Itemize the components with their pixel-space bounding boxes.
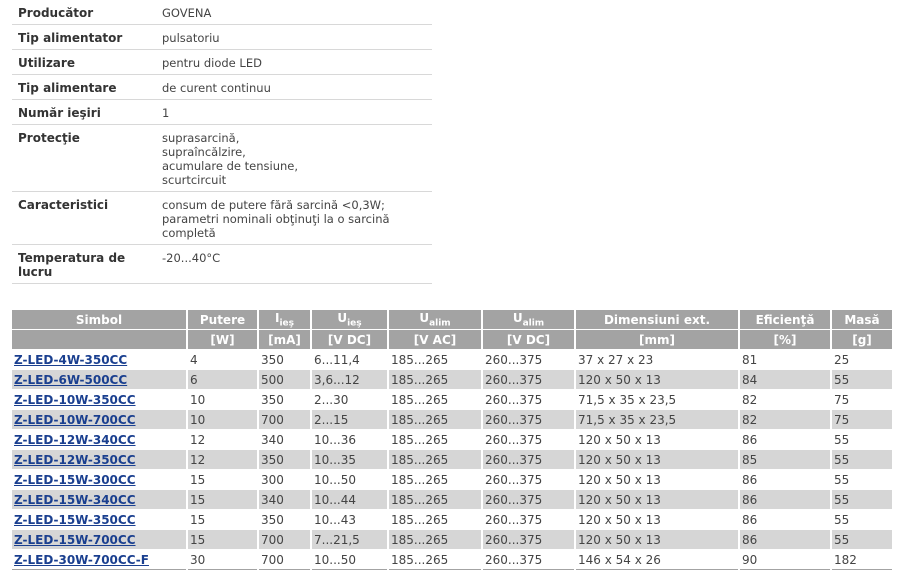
spec-label: Protecţie (12, 125, 156, 192)
cell-dimensions: 120 x 50 x 13 (575, 470, 739, 490)
cell-symbol (12, 490, 187, 510)
cell-supply-voltage-ac: 185...265 (388, 430, 482, 450)
cell-efficiency: 81 (739, 350, 831, 370)
cell-output-current: 350 (258, 450, 311, 470)
cell-supply-voltage-ac: 185...265 (388, 410, 482, 430)
cell-efficiency: 86 (739, 510, 831, 530)
cell-efficiency: 86 (739, 430, 831, 450)
spec-value-line: -20...40°C (162, 251, 221, 265)
cell-dimensions: 120 x 50 x 13 (575, 450, 739, 470)
cell-supply-voltage-ac: 185...265 (388, 510, 482, 530)
spec-row (12, 0, 432, 25)
column-header-label: I (274, 310, 280, 325)
column-unit-power: [W] (187, 330, 258, 350)
product-link[interactable]: Z-LED-30W-700CC-F (14, 552, 149, 567)
column-header-subscript: alim (522, 318, 545, 329)
spec-value (156, 125, 432, 192)
spec-value-line: GOVENA (162, 6, 212, 20)
cell-output-voltage: 10...44 (311, 490, 388, 510)
spec-label: Caracteristici (12, 192, 156, 245)
cell-output-current: 700 (258, 410, 311, 430)
cell-dimensions: 120 x 50 x 13 (575, 490, 739, 510)
product-link[interactable]: Z-LED-6W-500CC (14, 372, 128, 387)
spec-value-line: pulsatoriu (162, 31, 220, 45)
spec-value-line: parametri nominali obţinuţi la o sarcină completă (162, 212, 390, 240)
table-row (12, 450, 892, 470)
cell-dimensions: 71,5 x 35 x 23,5 (575, 410, 739, 430)
product-link[interactable]: Z-LED-15W-340CC (14, 492, 136, 507)
cell-mass: 25 (831, 350, 892, 370)
product-link[interactable]: Z-LED-12W-350CC (14, 452, 136, 467)
cell-symbol (12, 510, 187, 530)
column-unit-mass: [g] (831, 330, 892, 350)
cell-mass: 55 (831, 530, 892, 550)
spec-value-line: supraîncălzire, (162, 145, 246, 159)
product-table (12, 310, 892, 570)
cell-supply-voltage-dc: 260...375 (482, 450, 575, 470)
cell-efficiency: 86 (739, 470, 831, 490)
product-link[interactable]: Z-LED-15W-350CC (14, 512, 136, 527)
cell-efficiency: 82 (739, 410, 831, 430)
column-header-output-voltage (311, 310, 388, 330)
cell-supply-voltage-ac: 185...265 (388, 350, 482, 370)
cell-supply-voltage-dc: 260...375 (482, 390, 575, 410)
column-header-label: Putere (199, 312, 246, 327)
column-header-supply-voltage-ac (388, 310, 482, 330)
table-row (12, 370, 892, 390)
cell-output-voltage: 2...15 (311, 410, 388, 430)
spec-row (12, 25, 432, 50)
spec-row (12, 192, 432, 245)
spec-label: Producător (12, 0, 156, 25)
spec-label: Număr ieşiri (12, 100, 156, 125)
cell-power: 4 (187, 350, 258, 370)
cell-supply-voltage-dc: 260...375 (482, 530, 575, 550)
cell-output-current: 340 (258, 490, 311, 510)
cell-dimensions: 146 x 54 x 26 (575, 550, 739, 570)
table-row (12, 510, 892, 530)
product-link[interactable]: Z-LED-10W-350CC (14, 392, 136, 407)
cell-power: 10 (187, 410, 258, 430)
table-row (12, 390, 892, 410)
cell-output-voltage: 10...50 (311, 550, 388, 570)
cell-dimensions: 120 x 50 x 13 (575, 510, 739, 530)
cell-symbol (12, 450, 187, 470)
cell-supply-voltage-dc: 260...375 (482, 490, 575, 510)
cell-symbol (12, 350, 187, 370)
column-header-label: U (512, 310, 523, 325)
cell-symbol (12, 410, 187, 430)
cell-power: 15 (187, 510, 258, 530)
product-link[interactable]: Z-LED-15W-700CC (14, 532, 136, 547)
cell-power: 10 (187, 390, 258, 410)
spec-value-line: acumulare de tensiune, (162, 159, 298, 173)
table-row (12, 490, 892, 510)
table-row (12, 530, 892, 550)
cell-symbol (12, 430, 187, 450)
column-header-power (187, 310, 258, 330)
cell-power: 12 (187, 430, 258, 450)
cell-output-current: 340 (258, 430, 311, 450)
cell-supply-voltage-dc: 260...375 (482, 430, 575, 450)
spec-label: Tip alimentator (12, 25, 156, 50)
cell-output-voltage: 10...35 (311, 450, 388, 470)
cell-symbol (12, 390, 187, 410)
cell-efficiency: 90 (739, 550, 831, 570)
column-header-label: Masă (844, 312, 880, 327)
spec-value (156, 192, 432, 245)
cell-dimensions: 37 x 27 x 23 (575, 350, 739, 370)
cell-power: 6 (187, 370, 258, 390)
header-row (12, 310, 892, 330)
column-unit-symbol (12, 330, 187, 350)
cell-output-voltage: 7...21,5 (311, 530, 388, 550)
column-header-symbol (12, 310, 187, 330)
spec-value-line: scurtcircuit (162, 173, 227, 187)
table-row (12, 550, 892, 570)
cell-mass: 75 (831, 410, 892, 430)
product-link[interactable]: Z-LED-4W-350CC (14, 352, 128, 367)
spec-row (12, 245, 432, 284)
cell-output-current: 350 (258, 350, 311, 370)
cell-mass: 182 (831, 550, 892, 570)
product-link[interactable]: Z-LED-10W-700CC (14, 412, 136, 427)
cell-supply-voltage-dc: 260...375 (482, 510, 575, 530)
specifications-body (12, 0, 432, 284)
cell-mass: 55 (831, 450, 892, 470)
product-link[interactable]: Z-LED-12W-340CC (14, 432, 136, 447)
spec-value-line: pentru diode LED (162, 56, 262, 70)
spec-value (156, 25, 432, 50)
spec-value (156, 0, 432, 25)
spec-row (12, 50, 432, 75)
cell-dimensions: 120 x 50 x 13 (575, 530, 739, 550)
column-header-subscript: ieş (279, 318, 294, 329)
column-header-label: Dimensiuni ext. (603, 312, 711, 327)
cell-output-voltage: 3,6...12 (311, 370, 388, 390)
product-table-body (12, 350, 892, 570)
spec-value-line: 1 (162, 106, 170, 120)
spec-value-line: de curent continuu (162, 81, 271, 95)
table-row (12, 410, 892, 430)
cell-dimensions: 120 x 50 x 13 (575, 370, 739, 390)
spec-label: Utilizare (12, 50, 156, 75)
column-unit-supply-voltage-ac: [V AC] (388, 330, 482, 350)
column-unit-supply-voltage-dc: [V DC] (482, 330, 575, 350)
cell-mass: 55 (831, 470, 892, 490)
cell-output-voltage: 2...30 (311, 390, 388, 410)
cell-efficiency: 85 (739, 450, 831, 470)
cell-power: 15 (187, 530, 258, 550)
spec-value-line: consum de putere fără sarcină <0,3W; (162, 198, 385, 212)
cell-symbol (12, 530, 187, 550)
cell-symbol (12, 550, 187, 570)
spec-label: Temperatura de lucru (12, 245, 156, 284)
cell-supply-voltage-dc: 260...375 (482, 350, 575, 370)
spec-value (156, 245, 432, 284)
cell-power: 15 (187, 490, 258, 510)
cell-mass: 55 (831, 490, 892, 510)
column-header-output-current (258, 310, 311, 330)
cell-output-current: 350 (258, 390, 311, 410)
cell-supply-voltage-ac: 185...265 (388, 550, 482, 570)
cell-efficiency: 86 (739, 530, 831, 550)
cell-power: 12 (187, 450, 258, 470)
cell-supply-voltage-dc: 260...375 (482, 550, 575, 570)
specifications-table (12, 0, 432, 284)
cell-supply-voltage-dc: 260...375 (482, 470, 575, 490)
cell-symbol (12, 370, 187, 390)
cell-supply-voltage-dc: 260...375 (482, 410, 575, 430)
spec-row (12, 75, 432, 100)
cell-power: 30 (187, 550, 258, 570)
cell-output-voltage: 10...36 (311, 430, 388, 450)
column-header-label: Simbol (75, 312, 123, 327)
table-row (12, 430, 892, 450)
column-header-subscript: ieş (347, 318, 362, 329)
cell-output-current: 350 (258, 510, 311, 530)
spec-value (156, 100, 432, 125)
cell-efficiency: 84 (739, 370, 831, 390)
cell-supply-voltage-ac: 185...265 (388, 490, 482, 510)
cell-output-current: 700 (258, 530, 311, 550)
cell-output-voltage: 6...11,4 (311, 350, 388, 370)
spec-value (156, 75, 432, 100)
column-header-dimensions (575, 310, 739, 330)
cell-dimensions: 71,5 x 35 x 23,5 (575, 390, 739, 410)
column-header-label: U (337, 310, 348, 325)
column-unit-efficiency: [%] (739, 330, 831, 350)
cell-power: 15 (187, 470, 258, 490)
cell-output-current: 500 (258, 370, 311, 390)
cell-output-voltage: 10...50 (311, 470, 388, 490)
column-unit-output-voltage: [V DC] (311, 330, 388, 350)
column-unit-dimensions: [mm] (575, 330, 739, 350)
cell-output-current: 700 (258, 550, 311, 570)
cell-efficiency: 82 (739, 390, 831, 410)
cell-dimensions: 120 x 50 x 13 (575, 430, 739, 450)
column-header-mass (831, 310, 892, 330)
spec-row (12, 100, 432, 125)
spec-row (12, 125, 432, 192)
column-header-supply-voltage-dc (482, 310, 575, 330)
column-header-efficiency (739, 310, 831, 330)
cell-mass: 55 (831, 430, 892, 450)
cell-supply-voltage-ac: 185...265 (388, 450, 482, 470)
cell-supply-voltage-ac: 185...265 (388, 530, 482, 550)
spec-label: Tip alimentare (12, 75, 156, 100)
cell-efficiency: 86 (739, 490, 831, 510)
column-unit-output-current: [mA] (258, 330, 311, 350)
cell-mass: 55 (831, 510, 892, 530)
cell-supply-voltage-ac: 185...265 (388, 390, 482, 410)
column-header-subscript: alim (429, 318, 451, 329)
cell-supply-voltage-dc: 260...375 (482, 370, 575, 390)
spec-value (156, 50, 432, 75)
units-row (12, 330, 892, 350)
product-table-head (12, 310, 892, 350)
cell-mass: 55 (831, 370, 892, 390)
table-row (12, 350, 892, 370)
cell-supply-voltage-ac: 185...265 (388, 370, 482, 390)
product-link[interactable]: Z-LED-15W-300CC (14, 472, 136, 487)
spec-value-line: suprasarcină, (162, 131, 240, 145)
cell-mass: 75 (831, 390, 892, 410)
cell-symbol (12, 470, 187, 490)
column-header-label: Eficienţă (755, 312, 815, 327)
cell-output-voltage: 10...43 (311, 510, 388, 530)
cell-supply-voltage-ac: 185...265 (388, 470, 482, 490)
column-header-label: U (419, 310, 430, 325)
cell-output-current: 300 (258, 470, 311, 490)
table-row (12, 470, 892, 490)
